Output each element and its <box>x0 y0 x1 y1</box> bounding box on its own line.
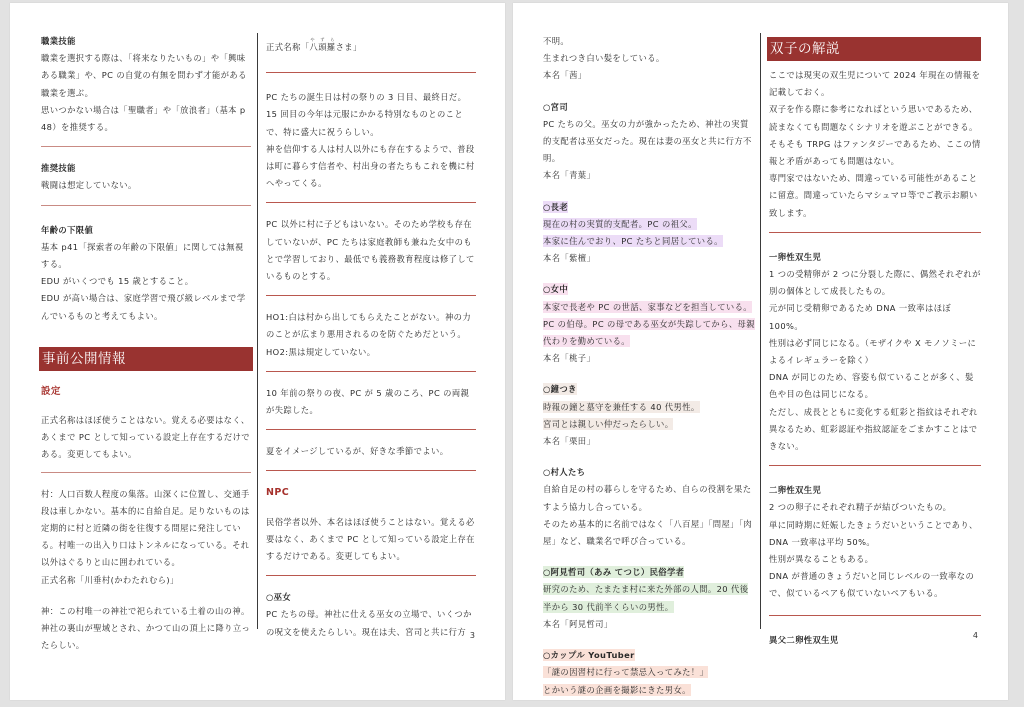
highlight-paragraph: 研究のため、たまたま村に来た外部の人間。20 代後半から 30 代前半くらいの男性。 <box>543 584 749 612</box>
subsection-title-heteropaternal: 異父二卵性双生児 <box>769 634 839 645</box>
paragraph: 単に同時期に妊娠したきょうだいということであり、DNA 一致率は平均 50%。 <box>769 519 978 547</box>
divider <box>266 429 476 430</box>
divider <box>769 615 981 616</box>
paragraph: 夏をイメージしているが、好きな季節でよい。 <box>266 446 449 457</box>
highlight-paragraph: 時報の鐘と墓守を兼任する 40 代男性。 <box>543 401 700 412</box>
document-page-3 <box>10 3 505 700</box>
paragraph: そのため基本的に名前ではなく「八百屋」「問屋」「肉屋」など、職業名で呼び合っている。 <box>543 518 753 547</box>
paragraph: EDU が高い場合は、家庭学習で飛び級レベルまで学んでいるものと考えてもよい。 <box>41 293 246 321</box>
npc-title-miko: ○巫女 <box>266 592 292 603</box>
npc-title-maid: ○女中 <box>543 284 569 295</box>
page4-column-right <box>769 33 981 649</box>
page-number: 4 <box>972 631 978 640</box>
section-banner-public-info: 事前公開情報 <box>39 347 253 371</box>
paragraph: 2 つの卵子にそれぞれ精子が結びついたもの。 <box>769 502 952 513</box>
divider <box>266 295 476 296</box>
god-official-name: 正式名称「八頭羅や ず らさま」 <box>266 37 362 52</box>
page3-column-left <box>41 33 251 654</box>
highlight-paragraph: 現在の村の実質的支配者。PC の祖父。 <box>543 218 697 229</box>
paragraph: 思いつかない場合は「聖職者」や「放浪者」（基本 p 48）を推奨する。 <box>41 104 246 133</box>
section-banner-twins: 双子の解説 <box>767 37 981 61</box>
paragraph: ただし、成長とともに変化する虹彩と指紋はそれぞれ異なるため、虹彩認証や指紋認証をごまかすことはできない。 <box>769 406 978 452</box>
divider <box>41 205 251 206</box>
page4-column-left <box>543 33 755 699</box>
paragraph: 不明。 <box>543 36 570 46</box>
subsection-title-monozygotic: 一卵性双生児 <box>769 251 822 262</box>
paragraph: 生まれつき白い髪をしている。 <box>543 53 665 64</box>
npc-title-villagers: ○村人たち <box>543 467 586 478</box>
paragraph: PC たちの誕生日は村の祭りの 3 日目、最終日だ。15 回目の今年は元服にかかる特別なものとのことで、特に盛大に祝うらしい。 <box>266 92 467 137</box>
page3-column-right <box>266 33 476 641</box>
npc-title-elder: ○長老 <box>543 201 569 212</box>
paragraph: HO2:黒は規定していない。 <box>266 346 376 357</box>
divider <box>266 72 476 73</box>
paragraph: 正式名称はほぼ使うことはない。覚える必要はなく、あくまで PC として知っている設定上存在するだけである。変更してもよい。 <box>41 415 251 460</box>
paragraph: 本名「阿見哲司」 <box>543 618 613 629</box>
paragraph: 神を信仰する人は村人以外にも存在するようで、普段は町に暮らす信者や、村出身の者たちもこれを機に村へやってくる。 <box>266 143 475 189</box>
paragraph: PC たちの母。神社に仕える巫女の立場で、いくつかの呪文を使えたらしい。現在は夫、宮司と共に行方 <box>266 609 472 637</box>
npc-title-guji: ○宮司 <box>543 101 569 112</box>
divider <box>41 472 251 473</box>
divider <box>769 232 981 233</box>
highlight-paragraph: とかいう謎の企画を撮影にきた男女。 <box>543 684 691 695</box>
paragraph-village-name: 正式名称「川垂村(かわたれむら)」 <box>41 574 179 585</box>
paragraph: 双子を作る際に参考になればという思いであるため、読まなくても問題なくシナリオを遊ぶことができる。そもそも TRPG はファンタジーであるため、ここの情報と矛盾があっても問題はない。 <box>769 104 981 167</box>
divider <box>266 470 476 471</box>
divider <box>41 146 251 147</box>
paragraph: DNA が普通のきょうだいと同じレベルの一致率なので、似ているペアも似ていないペアもいる。 <box>769 571 975 599</box>
divider <box>266 371 476 372</box>
subsection-title-setting: 設定 <box>41 385 61 397</box>
section-title-recommended-skill: 推奨技能 <box>41 163 76 174</box>
paragraph: EDU がいくつでも 15 歳とすること。 <box>41 276 194 287</box>
subsection-title-dizygotic: 二卵性双生児 <box>769 485 822 496</box>
divider <box>266 202 476 203</box>
highlight-paragraph: 宮司とは親しい仲だったらしい。 <box>543 418 674 429</box>
divider <box>266 575 476 576</box>
npc-title-bell-ringer: ○鐘つき <box>543 384 577 395</box>
paragraph: 性別は必ず同じになる。（モザイクや X モノソミーによるイレギュラーを除く） <box>769 337 977 366</box>
paragraph: 本名「青葉」 <box>543 170 596 181</box>
paragraph: 本名「栗田」 <box>543 436 596 447</box>
paragraph: 専門家ではないため、間違っている可能性があることに留意。間違っていたらマシュマロ等でご教示お願い致します。 <box>769 173 978 218</box>
column-divider <box>257 33 258 629</box>
paragraph: HO1:白は村から出してもらえたことがない。神の力のことが広まり悪用されるのを防ぐためだという。 <box>266 312 472 340</box>
section-title-age-limit: 年齢の下限値 <box>41 224 94 235</box>
paragraph-village: 村：人口百数人程度の集落。山深くに位置し、交通手段は車しかない。基本的に自給自足。足りないものは定期的に村と近隣の街を往復する問屋に発注している。村唯一の出入り口はトンネルになっている。それ以外はぐるりと山に囲われている。 <box>41 488 250 568</box>
paragraph-god: 神：この村唯一の神社で祀られている土着の山の神。神社の裏山が聖域とされ、かつて山の頂上に降り立ったらしい。 <box>41 605 251 651</box>
divider <box>769 465 981 466</box>
document-page-4 <box>513 3 1008 700</box>
paragraph: DNA が同じのため、容姿も似ていることが多く、髪色や目の色は同じになる。 <box>769 372 974 400</box>
paragraph: 性別が異なることもある。 <box>769 554 874 565</box>
paragraph: PC 以外に村に子どもはいない。そのため学校も存在していないが、PC たちは家庭教師も兼ねた女中のもとで学習しており、最低でも義務教育程度は修了しているものとする。 <box>266 219 475 282</box>
npc-title-folklorist: ○阿見哲司（あみ てつじ）民俗学者 <box>543 567 685 578</box>
paragraph: 本名「紫檀」 <box>543 253 596 264</box>
paragraph: 10 年前の祭りの夜、PC が 5 歳のころ、PC の両親が失踪した。 <box>266 387 470 416</box>
paragraph: 職業を選択する際は、「将来なりたいもの」や「興味ある職業」や、PC の自覚の有無を問わず才能がある職業を選ぶ。 <box>41 53 247 98</box>
paragraph: 自給自足の村の暮らしを守るため、自らの役割を果たすよう協力し合っている。 <box>543 484 752 512</box>
page-number: 3 <box>469 631 475 640</box>
paragraph: 本名「桃子」 <box>543 353 596 364</box>
highlight-paragraph: 本家で長老や PC の世話、家事などを担当している。 <box>543 301 753 312</box>
paragraph: 民俗学者以外、本名はほぼ使うことはない。覚える必要はなく、あくまで PC として知っている設定上存在するだけである。変更してもよい。 <box>266 516 475 562</box>
paragraph: 戦闘は想定していない。 <box>41 180 137 191</box>
paragraph: 基本 p41「探索者の年齢の下限値」に関しては無視する。 <box>41 241 244 270</box>
paragraph: 元が同じ受精卵であるため DNA 一致率はほぼ 100%。 <box>769 303 952 331</box>
paragraph: PC たちの父。巫女の力が強かったため、神社の実質的支配者は巫女だった。現在は妻の巫女と共に行方不明。 <box>543 118 752 164</box>
highlight-paragraph: 本家に住んでおり、PC たちと同居している。 <box>543 236 723 247</box>
npc-title-youtuber: ○カップル YouTuber <box>543 650 635 661</box>
section-title-occupation-skill: 職業技能 <box>41 36 76 46</box>
paragraph: 本名「茜」 <box>543 70 587 81</box>
paragraph: ここでは現実の双生児について 2024 年現在の情報を記載しておく。 <box>769 70 981 98</box>
highlight-paragraph: PC の伯母。PC の母である巫女が失踪してから、母親代わりを勤めている。 <box>543 318 755 347</box>
paragraph: 1 つの受精卵が 2 つに分裂した際に、偶然それぞれが別の個体として成長したもの。 <box>769 269 981 297</box>
subsection-title-npc: NPC <box>266 487 290 499</box>
highlight-paragraph: 「謎の因習村に行って禁忌入ってみた！」 <box>543 667 709 678</box>
column-divider <box>760 33 761 629</box>
